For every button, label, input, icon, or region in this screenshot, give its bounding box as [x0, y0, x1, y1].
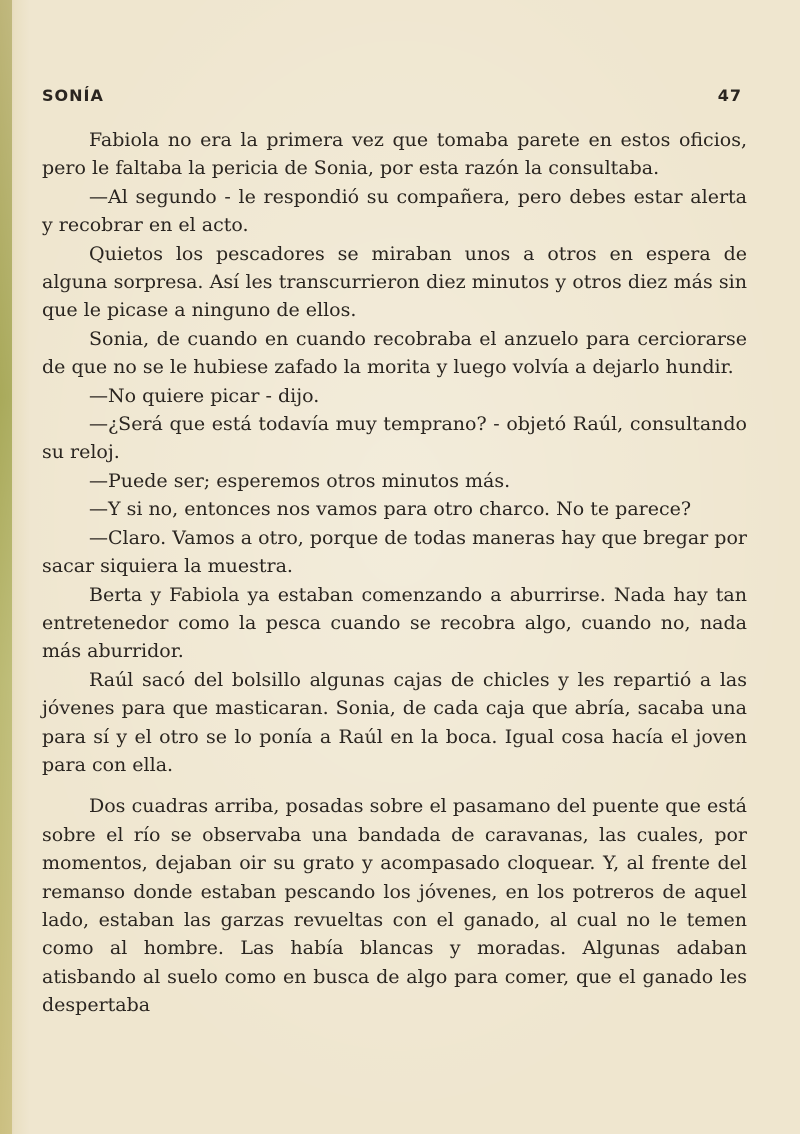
paragraph: Dos cuadras arriba, posadas sobre el pasamano del puente que está sobre el río se observaba una bandada de caravanas, las cuales, por momentos, dejaban oir su grato y acompasado cloquear. Y, al frente del remanso donde estaban pescando los jóvenes, en los potreros de aquel lado, estaban las garzas revueltas con el ganado, al cual no le temen como al hombre. Las había blancas y moradas. Algunas adaban atisbando al suelo como en busca de algo para comer, que el ganado les despertaba	[42, 795, 747, 1017]
page-edge	[0, 0, 12, 1134]
paragraph: Fabiola no era la primera vez que tomaba parete en estos oficios, pero le faltaba la pericia de Sonia, por esta razón la consultaba.	[42, 129, 747, 180]
running-head	[42, 86, 742, 110]
paragraph: —No quiere picar - dijo.	[89, 384, 320, 407]
paragraph: —Claro. Vamos a otro, porque de todas maneras hay que bregar por sacar siquiera la muestra.	[42, 526, 747, 578]
paragraph: Quietos los pescadores se miraban unos a otros en espera de alguna sorpresa. Así les transcurrieron diez minutos y otros diez más sin que le picase a ninguno de ellos.	[42, 242, 747, 322]
paragraph: —Puede ser; esperemos otros minutos más.	[89, 469, 511, 492]
paragraph: —Y si no, entonces nos vamos para otro charco. No te parece?	[89, 498, 692, 521]
paragraph: —Al segundo - le respondió su compañera, pero debes estar alerta y recobrar en el acto.	[42, 185, 747, 237]
page-number: 47	[717, 86, 742, 105]
paragraph: Sonia, de cuando en cuando recobraba el anzuelo para cerciorarse de que no se le hubiese zafado la morita y luego volvía a dejarlo hundir.	[42, 327, 747, 379]
running-title: SONÍA	[42, 86, 104, 105]
paragraph: Berta y Fabiola ya estaban comenzando a aburrirse. Nada hay tan entretenedor como la pesca cuando se recobra algo, cuando no, nada más aburridor.	[42, 583, 747, 663]
paragraph: —¿Será que está todavía muy temprano? - objetó Raúl, consultando su reloj.	[42, 413, 747, 464]
body-text	[42, 126, 747, 1020]
paragraph: Raúl sacó del bolsillo algunas cajas de chicles y les repartió a las jóvenes para que masticaran. Sonia, de cada caja que abría, sacaba una para sí y el otro se lo ponía a Raúl en la boca. Igual cosa hacía el joven para con ella.	[42, 668, 747, 776]
